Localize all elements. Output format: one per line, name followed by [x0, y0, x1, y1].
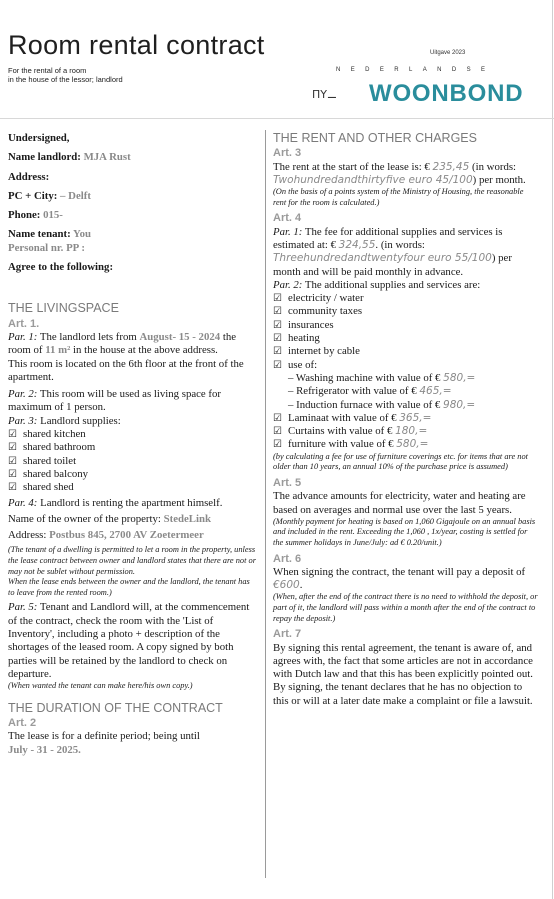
- use-item-value: 465,=: [419, 385, 452, 398]
- art1-par4: Par. 4: Landlord is renting the apartment himself.: [8, 496, 223, 509]
- brand-edition: Uitgave 2023: [430, 50, 466, 56]
- furniture-note: (by calculating a fee for use of furniture coverings etc. for items that are not older than 10 years, an annual 10% of the purchase price is assumed): [273, 451, 529, 472]
- personal-nr-field: Personal nr. PP :: [8, 241, 85, 254]
- address-field: Address:: [8, 170, 50, 183]
- heating-note: (Monthly payment for heating is based on 1,060 Gigajoule on an annual basis and included in the rent. Exceeding the 1,060 , 1x/year, costing is settled for the summer holidays in June/July: ad € 0.20/unit.): [273, 516, 536, 547]
- checked-box-icon: ☑: [8, 482, 17, 494]
- article-7-heading: Art. 7: [273, 628, 302, 641]
- checked-box-icon: ☑: [273, 426, 282, 438]
- checked-box-icon: ☑: [273, 359, 282, 371]
- supply-item: ☑ shared kitchen: [8, 428, 86, 441]
- undersigned-label: Undersigned,: [8, 132, 70, 144]
- brand-logo-icon: ΠΥ⚊: [312, 88, 337, 101]
- header-divider: [0, 118, 554, 119]
- checked-box-icon: ☑: [273, 412, 282, 424]
- art1-par3: Par. 3: Landlord supplies:: [8, 414, 121, 427]
- owner-address-field: Address: Postbus 845, 2700 AV Zoetermeer: [8, 529, 204, 542]
- supply-item: ☑ shared balcony: [8, 467, 89, 480]
- deposit-text: When signing the contract, the tenant will pay a deposit of €600.: [273, 565, 526, 592]
- sublet-note: (The tenant of a dwelling is permitted to let a room in the property, unless the lease contract between owner and landlord states that there are not or may not be sublet without permission.: [8, 545, 256, 576]
- use-item-value: 980,=: [443, 398, 476, 411]
- art1-par2: Par. 2: This room will be used as living space for maximum of 1 person.: [8, 388, 222, 414]
- extra-item: ☑ Laminaat with value of € 365,=: [273, 411, 432, 424]
- article-1-heading: Art. 1.: [8, 317, 40, 330]
- service-fee-amount: 324,55: [338, 238, 376, 251]
- checked-box-icon: ☑: [8, 442, 17, 454]
- owner-address-value: Postbus 845, 2700 AV Zoetermeer: [49, 529, 204, 542]
- service-item: ☑ use of:: [273, 358, 318, 371]
- agreement-text: By signing this rental agreement, the tenant is aware of, and agrees with, the fact that some articles are not in accordance with Dutch law and that this has been explicitly pointed out. By signing, the tenant declares that he has no objection to this or will at a later date make a complaint or file a lawsuit.: [273, 641, 533, 707]
- service-item: ☑ heating: [273, 332, 320, 345]
- service-item: ☑ internet by cable: [273, 345, 360, 358]
- rent-amount-words: Twohundredandthirtyfive euro 45/100: [273, 173, 473, 186]
- right-column: [273, 132, 538, 708]
- supply-item: ☑ shared bathroom: [8, 441, 96, 454]
- pc-city-field: PC + City: – Delft: [8, 189, 91, 202]
- deposit-note: (When, after the end of the contract there is no need to withhold the deposit, or part of it, the landlord will pass within a month after the end of the contract to repay the deposit.): [273, 592, 538, 623]
- extra-item: ☑ furniture with value of € 580,=: [273, 438, 429, 451]
- copy-note: (When wanted the tenant can make here/his own copy.): [8, 681, 193, 691]
- article-6-heading: Art. 6: [273, 552, 302, 565]
- checked-box-icon: ☑: [273, 319, 282, 331]
- landlord-field: Name landlord: MJA Rust: [8, 151, 131, 164]
- room-size-value: 11 m²: [45, 344, 71, 357]
- owner-field: Name of the owner of the property: StedeLink: [8, 512, 212, 525]
- article-3-heading: Art. 3: [273, 147, 302, 160]
- use-item: – Washing machine with value of € 580,=: [288, 371, 476, 384]
- subtitle-line-2: in the house of the lessor; landlord: [8, 75, 123, 84]
- page-edge: [552, 0, 553, 899]
- art1-floor-text: This room is located on the 6th floor at the front of the apartment.: [8, 357, 244, 383]
- checked-box-icon: ☑: [273, 293, 282, 305]
- checked-box-icon: ☑: [273, 333, 282, 345]
- duration-text: The lease is for a definite period; being until: [8, 730, 200, 743]
- deposit-amount: €600: [273, 579, 300, 592]
- checked-box-icon: ☑: [8, 468, 17, 480]
- left-column: [8, 132, 258, 757]
- section-heading-duration: THE DURATION OF THE CONTRACT: [8, 700, 223, 715]
- document-title: Room rental contract: [8, 30, 265, 60]
- brand-tagline: NEDERLANDSE: [336, 67, 496, 73]
- checked-box-icon: ☑: [273, 306, 282, 318]
- article-4-heading: Art. 4: [273, 212, 302, 225]
- extra-item-value: 180,=: [395, 425, 428, 438]
- art1-par5: Par. 5: Tenant and Landlord will, at the commencement of the contract, check the room with the 'List of Inventory', including a photo + description of the shortages of the leased room. A copy signed by both parties will be retained by the landlord to check on departure.: [8, 601, 250, 680]
- checked-box-icon: ☑: [8, 455, 17, 467]
- start-date-value: August- 15 - 2024: [139, 330, 221, 343]
- phone-field: Phone: 015-: [8, 209, 63, 222]
- service-fee-words: Threehundredandtwentyfour euro 55/100: [273, 252, 492, 265]
- checked-box-icon: ☑: [273, 346, 282, 358]
- tenant-value: You: [72, 228, 91, 241]
- use-item-value: 580,=: [443, 371, 476, 384]
- subtitle-line-1: For the rental of a room: [8, 66, 87, 75]
- service-item: ☑ electricity / water: [273, 292, 364, 305]
- service-item: ☑ insurances: [273, 318, 334, 331]
- rent-text: The rent at the start of the lease is: € 235,45 (in words: Twohundredandthirtyfive euro 45/100) per month.: [273, 160, 526, 186]
- document-subtitle: [8, 66, 123, 84]
- column-divider: [265, 130, 266, 878]
- pc-city-value: – Delft: [60, 189, 91, 202]
- agree-label: Agree to the following:: [8, 261, 114, 274]
- section-heading-rent: THE RENT AND OTHER CHARGES: [273, 131, 477, 145]
- extra-item-value: 580,=: [396, 438, 429, 451]
- services-intro: Par. 2: The additional supplies and services are:: [273, 278, 481, 291]
- tenant-field: Name tenant: You: [8, 228, 91, 241]
- supply-item: ☑ shared toilet: [8, 454, 77, 467]
- service-fee-text: Par. 1: The fee for additional supplies and services is estimated at: € 324,55. (in words: Threehundredandtwentyfour euro 55/100) per month and will be paid monthly in advance.: [273, 225, 512, 278]
- article-5-heading: Art. 5: [273, 476, 302, 489]
- service-item: ☑ community taxes: [273, 305, 363, 318]
- extra-item: ☑ Curtains with value of € 180,=: [273, 425, 428, 438]
- lease-end-note: When the lease ends between the owner and the landlord, the tenant has to leave from the rented room.): [8, 577, 250, 597]
- use-item: – Induction furnace with value of € 980,=: [288, 398, 476, 411]
- rent-note: (On the basis of a points system of the Ministry of Housing, the reasonable rent for the room is calculated.): [273, 187, 524, 207]
- checked-box-icon: ☑: [273, 439, 282, 451]
- brand-logo-text: WOONBOND: [369, 80, 524, 107]
- art1-par1: Par. 1: The landlord lets from August- 15 - 2024 the room of 11 m² in the house at the above address.: [8, 330, 237, 357]
- extra-item-value: 365,=: [399, 411, 432, 424]
- advance-text: The advance amounts for electricity, water and heating are based on averages and normal use over the last 5 years.: [273, 490, 526, 516]
- checked-box-icon: ☑: [8, 429, 17, 441]
- article-2-heading: Art. 2: [8, 717, 37, 730]
- phone-value: 015-: [43, 209, 63, 222]
- rent-amount: 235,45: [432, 160, 470, 173]
- owner-value: StedeLink: [163, 512, 212, 525]
- landlord-value: MJA Rust: [83, 151, 131, 164]
- section-heading-livingspace: THE LIVINGSPACE: [8, 301, 119, 316]
- use-item: – Refrigerator with value of € 465,=: [288, 385, 452, 398]
- supply-item: ☑ shared shed: [8, 481, 74, 494]
- end-date-value: July - 31 - 2025.: [8, 743, 81, 756]
